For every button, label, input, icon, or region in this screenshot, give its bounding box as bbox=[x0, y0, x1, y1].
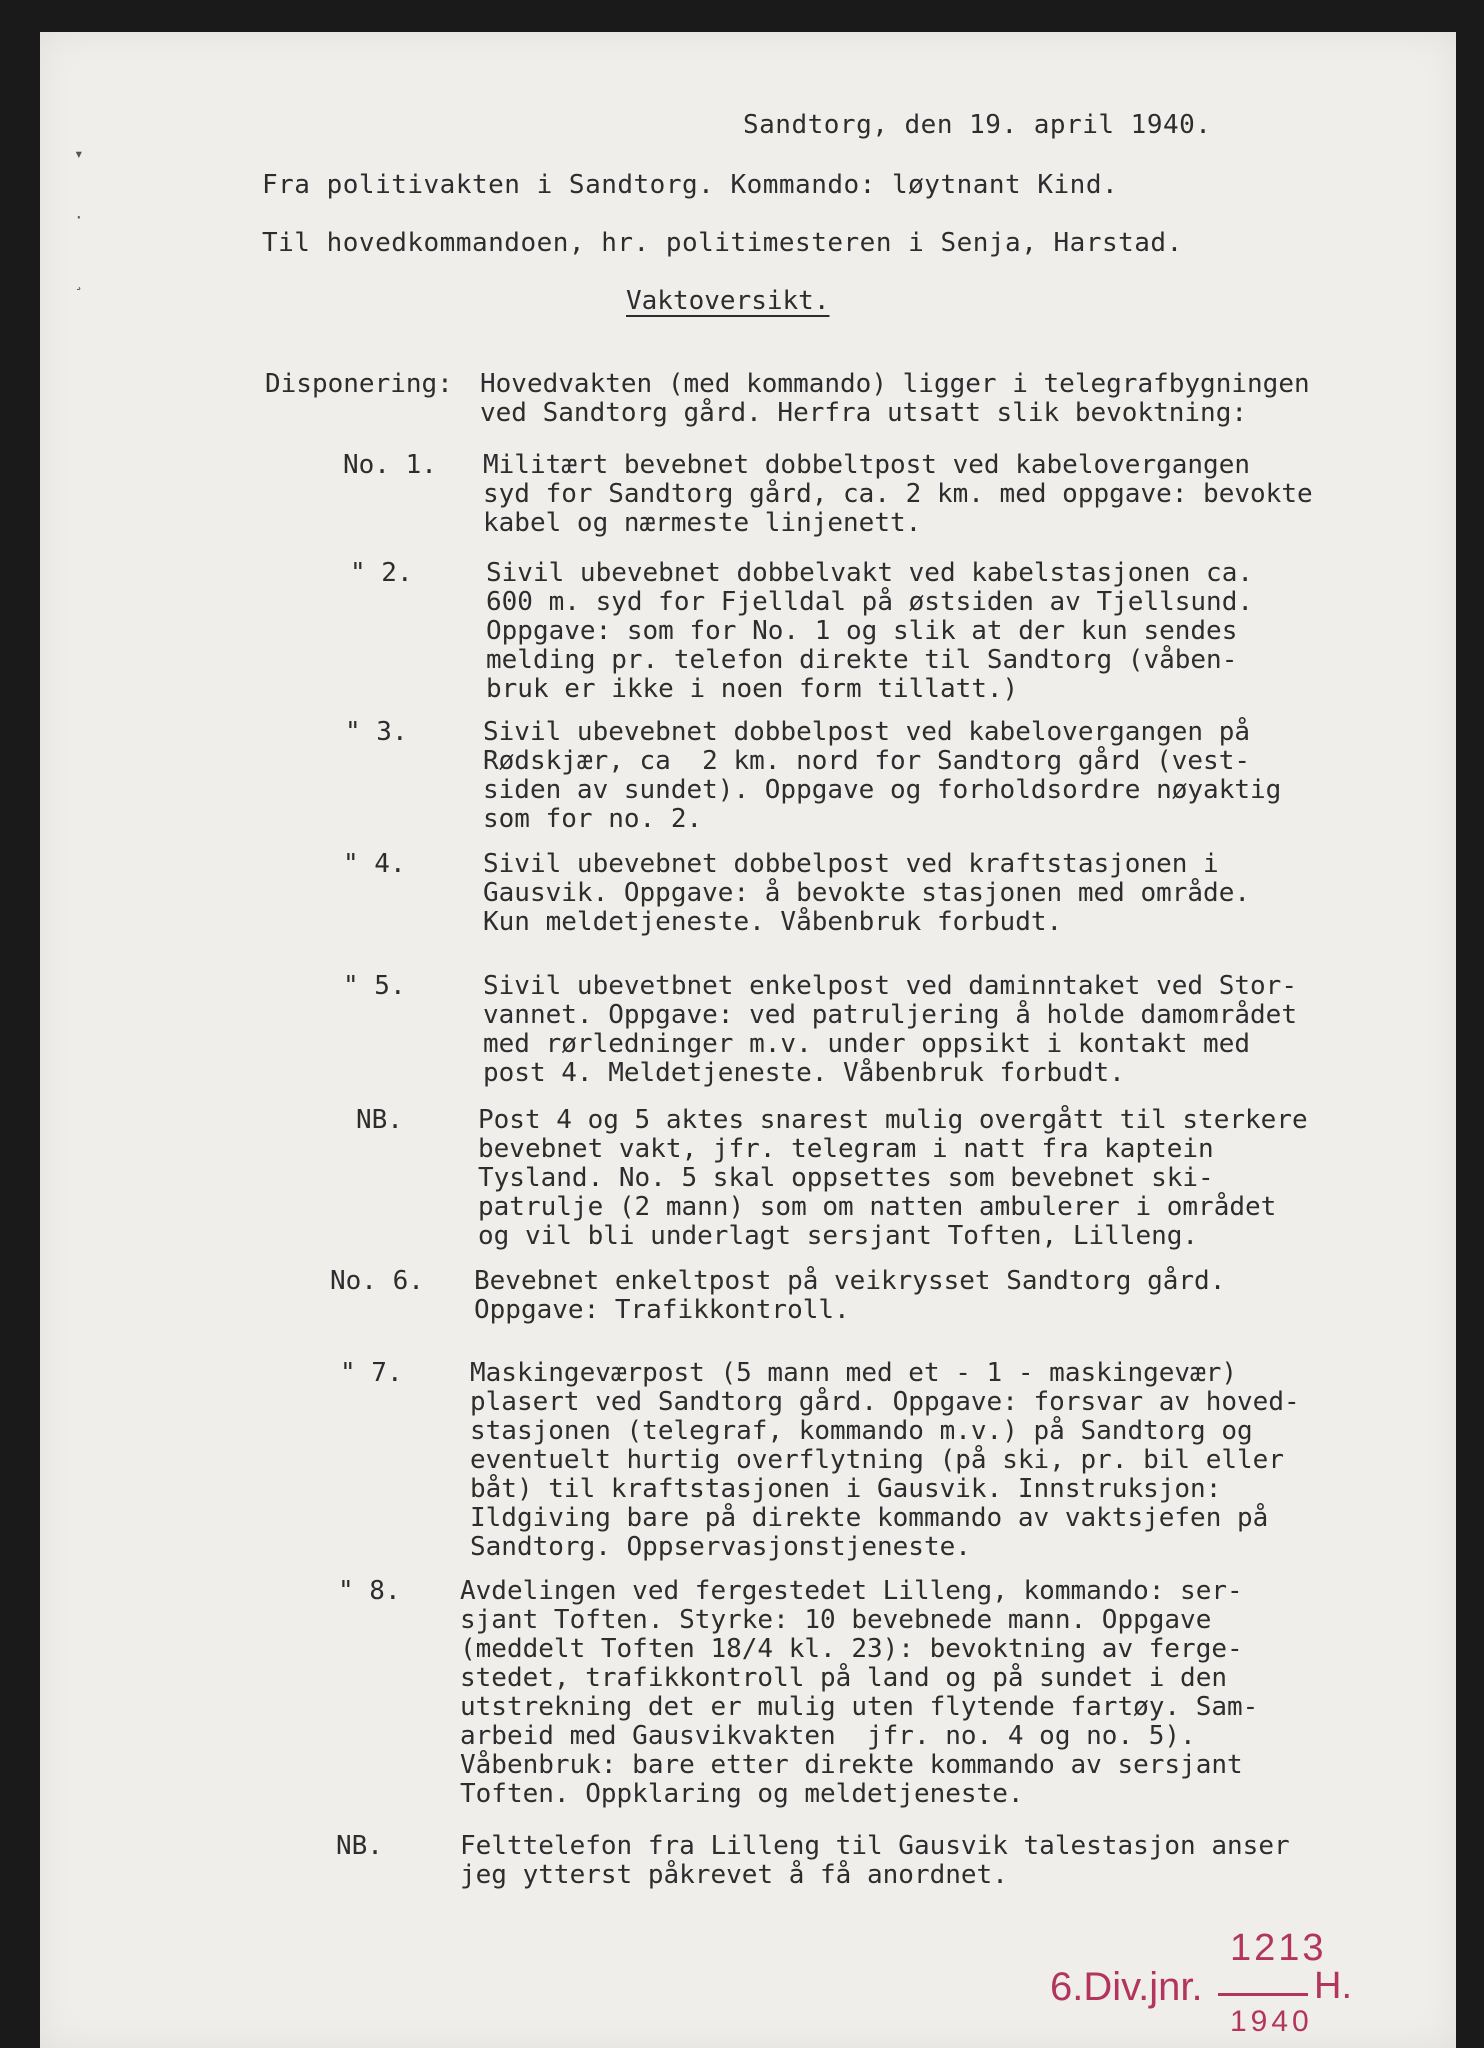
post-line: Gausvik. Oppgave: å bevokte stasjonen med område. bbox=[483, 878, 1251, 908]
post-line: Sivil ubevebnet dobbelpost ved kabelovergangen på bbox=[483, 717, 1251, 747]
note-label: NB. bbox=[356, 1105, 403, 1135]
post-line: 600 m. syd for Fjelldal på østsiden av Tjellsund. bbox=[486, 587, 1254, 617]
post-line: sjant Toften. Styrke: 10 bevebnede mann. Oppgave bbox=[460, 1605, 1212, 1635]
post-line: Sivil ubevebnet dobbelvakt ved kabelstasjonen ca. bbox=[486, 558, 1254, 588]
post-line: (meddelt Toften 18/4 kl. 23): bevoktning av ferge- bbox=[460, 1634, 1243, 1664]
post-line: Kun meldetjeneste. Våbenbruk forbudt. bbox=[483, 907, 1063, 937]
post-line: eventuelt hurtig overflytning (på ski, pr. bil eller bbox=[470, 1445, 1284, 1475]
stamp-journal-label: 6.Div.jnr. bbox=[1050, 1965, 1203, 2009]
disponering-line: ved Sandtorg gård. Herfra utsatt slik bevoktning: bbox=[480, 398, 1248, 428]
post-line: Våbenbruk: bare etter direkte kommando av sersjant bbox=[460, 1750, 1243, 1780]
post-line: Toften. Oppklaring og meldetjeneste. bbox=[460, 1779, 1024, 1809]
post-line: plasert ved Sandtorg gård. Oppgave: forsvar av hoved- bbox=[470, 1387, 1300, 1417]
margin-marks: ▾ · ¸ bbox=[74, 144, 84, 291]
post-line: melding pr. telefon direkte til Sandtorg (våben- bbox=[486, 645, 1238, 675]
note-line: og vil bli underlagt sersjant Toften, Lilleng. bbox=[478, 1221, 1199, 1251]
post-line: Maskingeværpost (5 mann med et - 1 - maskingevær) bbox=[470, 1358, 1238, 1388]
recipient-line: Til hovedkommandoen, hr. politimesteren i Senja, Harstad. bbox=[262, 228, 1183, 258]
post-line: Bevebnet enkeltpost på veikrysset Sandtorg gård. bbox=[474, 1266, 1226, 1296]
post-line: med rørledninger m.v. under oppsikt i kontakt med bbox=[483, 1029, 1251, 1059]
document-title: Vaktoversikt. bbox=[626, 286, 830, 316]
note-line: jeg ytterst påkrevet å få anordnet. bbox=[460, 1860, 1008, 1890]
post-label: " 2. bbox=[350, 558, 413, 588]
post-line: syd for Sandtorg gård, ca. 2 km. med oppgave: bevokte bbox=[483, 479, 1313, 509]
post-line: Militært bevebnet dobbeltpost ved kabelovergangen bbox=[483, 450, 1251, 480]
note-line: patrulje (2 mann) som om natten ambulerer i området bbox=[478, 1192, 1277, 1222]
disponering-section bbox=[40, 370, 1456, 432]
journal-stamp bbox=[1050, 1927, 1380, 2037]
stamp-number: 1213 bbox=[1230, 1927, 1327, 1969]
document-page bbox=[40, 32, 1456, 2048]
note-line: Felttelefon fra Lilleng til Gausvik talestasjon anser bbox=[460, 1831, 1290, 1861]
post-line: siden av sundet). Oppgave og forholdsordre nøyaktig bbox=[483, 775, 1282, 805]
post-line: vannet. Oppgave: ved patruljering å holde damområdet bbox=[483, 1000, 1297, 1030]
note-label: NB. bbox=[336, 1831, 383, 1861]
post-line: post 4. Meldetjeneste. Våbenbruk forbudt. bbox=[483, 1058, 1125, 1088]
stamp-divider bbox=[1218, 1993, 1308, 1996]
post-label: " 8. bbox=[338, 1576, 401, 1606]
post-line: kabel og nærmeste linjenett. bbox=[483, 508, 922, 538]
post-label: No. 1. bbox=[343, 450, 437, 480]
post-line: Avdelingen ved fergestedet Lilleng, kommando: ser- bbox=[460, 1576, 1243, 1606]
post-line: Ildgiving bare på direkte kommando av vaktsjefen på bbox=[470, 1503, 1269, 1533]
stamp-letter: H. bbox=[1314, 1965, 1352, 2007]
letter-date: Sandtorg, den 19. april 1940. bbox=[743, 110, 1212, 140]
post-line: Sandtorg. Oppservasjonstjeneste. bbox=[470, 1532, 971, 1562]
post-line: stasjonen (telegraf, kommando m.v.) på Sandtorg og bbox=[470, 1416, 1253, 1446]
post-label: " 7. bbox=[340, 1358, 403, 1388]
note-line: bevebnet vakt, jfr. telegram i natt fra kaptein bbox=[478, 1134, 1214, 1164]
post-line: stedet, trafikkontroll på land og på sundet i den bbox=[460, 1663, 1228, 1693]
post-line: Rødskjær, ca 2 km. nord for Sandtorg gård (vest- bbox=[483, 746, 1251, 776]
sender-line: Fra politivakten i Sandtorg. Kommando: løytnant Kind. bbox=[262, 170, 1119, 200]
post-line: Sivil ubevebnet dobbelpost ved kraftstasjonen i bbox=[483, 849, 1219, 879]
post-line: arbeid med Gausvikvakten jfr. no. 4 og no. 5). bbox=[460, 1721, 1196, 1751]
post-label: " 3. bbox=[345, 717, 408, 747]
post-line: Sivil ubevetbnet enkelpost ved daminntaket ved Stor- bbox=[483, 971, 1297, 1001]
post-line: som for no. 2. bbox=[483, 804, 703, 834]
note-line: Post 4 og 5 aktes snarest mulig overgått til sterkere bbox=[478, 1105, 1308, 1135]
disponering-label: Disponering: bbox=[265, 369, 453, 399]
post-line: Oppgave: Trafikkontroll. bbox=[474, 1295, 850, 1325]
post-line: utstrekning det er mulig uten flytende fartøy. Sam- bbox=[460, 1692, 1259, 1722]
stamp-year: 1940 bbox=[1230, 2005, 1313, 2038]
post-line: båt) til kraftstasjonen i Gausvik. Innstruksjon: bbox=[470, 1474, 1222, 1504]
post-line: Oppgave: som for No. 1 og slik at der kun sendes bbox=[486, 616, 1238, 646]
disponering-line: Hovedvakten (med kommando) ligger i telegrafbygningen bbox=[480, 369, 1310, 399]
post-label: No. 6. bbox=[330, 1266, 424, 1296]
post-label: " 4. bbox=[343, 849, 406, 879]
post-line: bruk er ikke i noen form tillatt.) bbox=[486, 674, 1019, 704]
note-line: Tysland. No. 5 skal oppsettes som bevebnet ski- bbox=[478, 1163, 1214, 1193]
post-label: " 5. bbox=[343, 971, 406, 1001]
